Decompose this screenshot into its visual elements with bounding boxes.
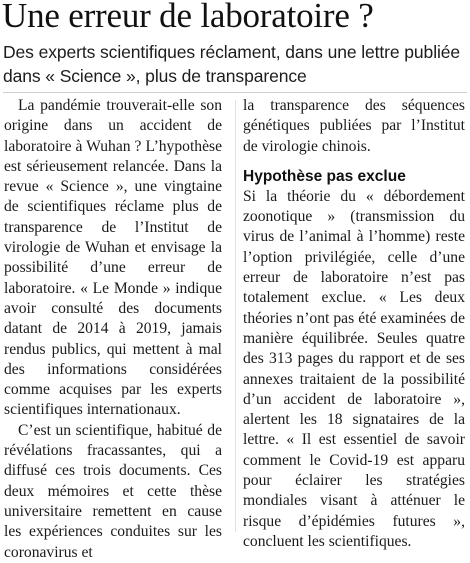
header-divider — [3, 92, 467, 93]
article-standfirst: Des experts scientifiques réclament, dans une lettre publiée dans « Science », plus de transparence — [3, 42, 461, 86]
right-continuation: la transparence des séquences génétiques publiées par l’Institut de virologie chinois. — [243, 97, 465, 155]
right-column — [243, 96, 465, 552]
column-divider — [235, 100, 236, 532]
right-paragraph: Si la théorie du « débordement zoonotique » (transmission du virus de l’animal à l’homme) reste l’option privilégiée, celle d’une erreur de laboratoire n’est pas totalement exclue. « Les deux théories n’ont pas été examinées de manière équilibrée. Seules quatre des 313 pages du rapport et de ses annexes traitaient de la possibilité d’un accident de laboratoire », alertent les 18 signataires de la lettre. « Il est essentiel de savoir comment le Covid-19 est apparu pour éclairer les stratégies mondiales visant à atténuer le risque d’épidémies futures », concluent les scientifiques. — [243, 187, 465, 550]
left-paragraph-2: C’est un scientifique, habitué de révélations fracassantes, qui a diffusé ces trois documents. Ces deux mémoires et cette thèse universitaire remettent en cause les expériences conduites sur les coronavirus et — [4, 421, 222, 561]
section-subhead: Hypothèse pas exclue — [243, 167, 406, 185]
article-headline: Une erreur de laboratoire ? — [2, 0, 374, 35]
left-column — [4, 96, 222, 563]
left-paragraph-1: La pandémie trouverait-elle son origine dans un accident de laboratoire à Wuhan ? L’hypothèse est sérieusement relancée. Dans la revue « Science », une vingtaine de scientifiques réclame plus de transparence de l’Institut de virologie de Wuhan et envisage la possibilité d’une erreur de laboratoire. « Le Monde » indique avoir consulté des documents datant de 2014 à 2019, jamais rendus publics, qui mettent à mal des informations considérées comme acquises par les experts scientifiques internationaux. — [4, 97, 222, 419]
